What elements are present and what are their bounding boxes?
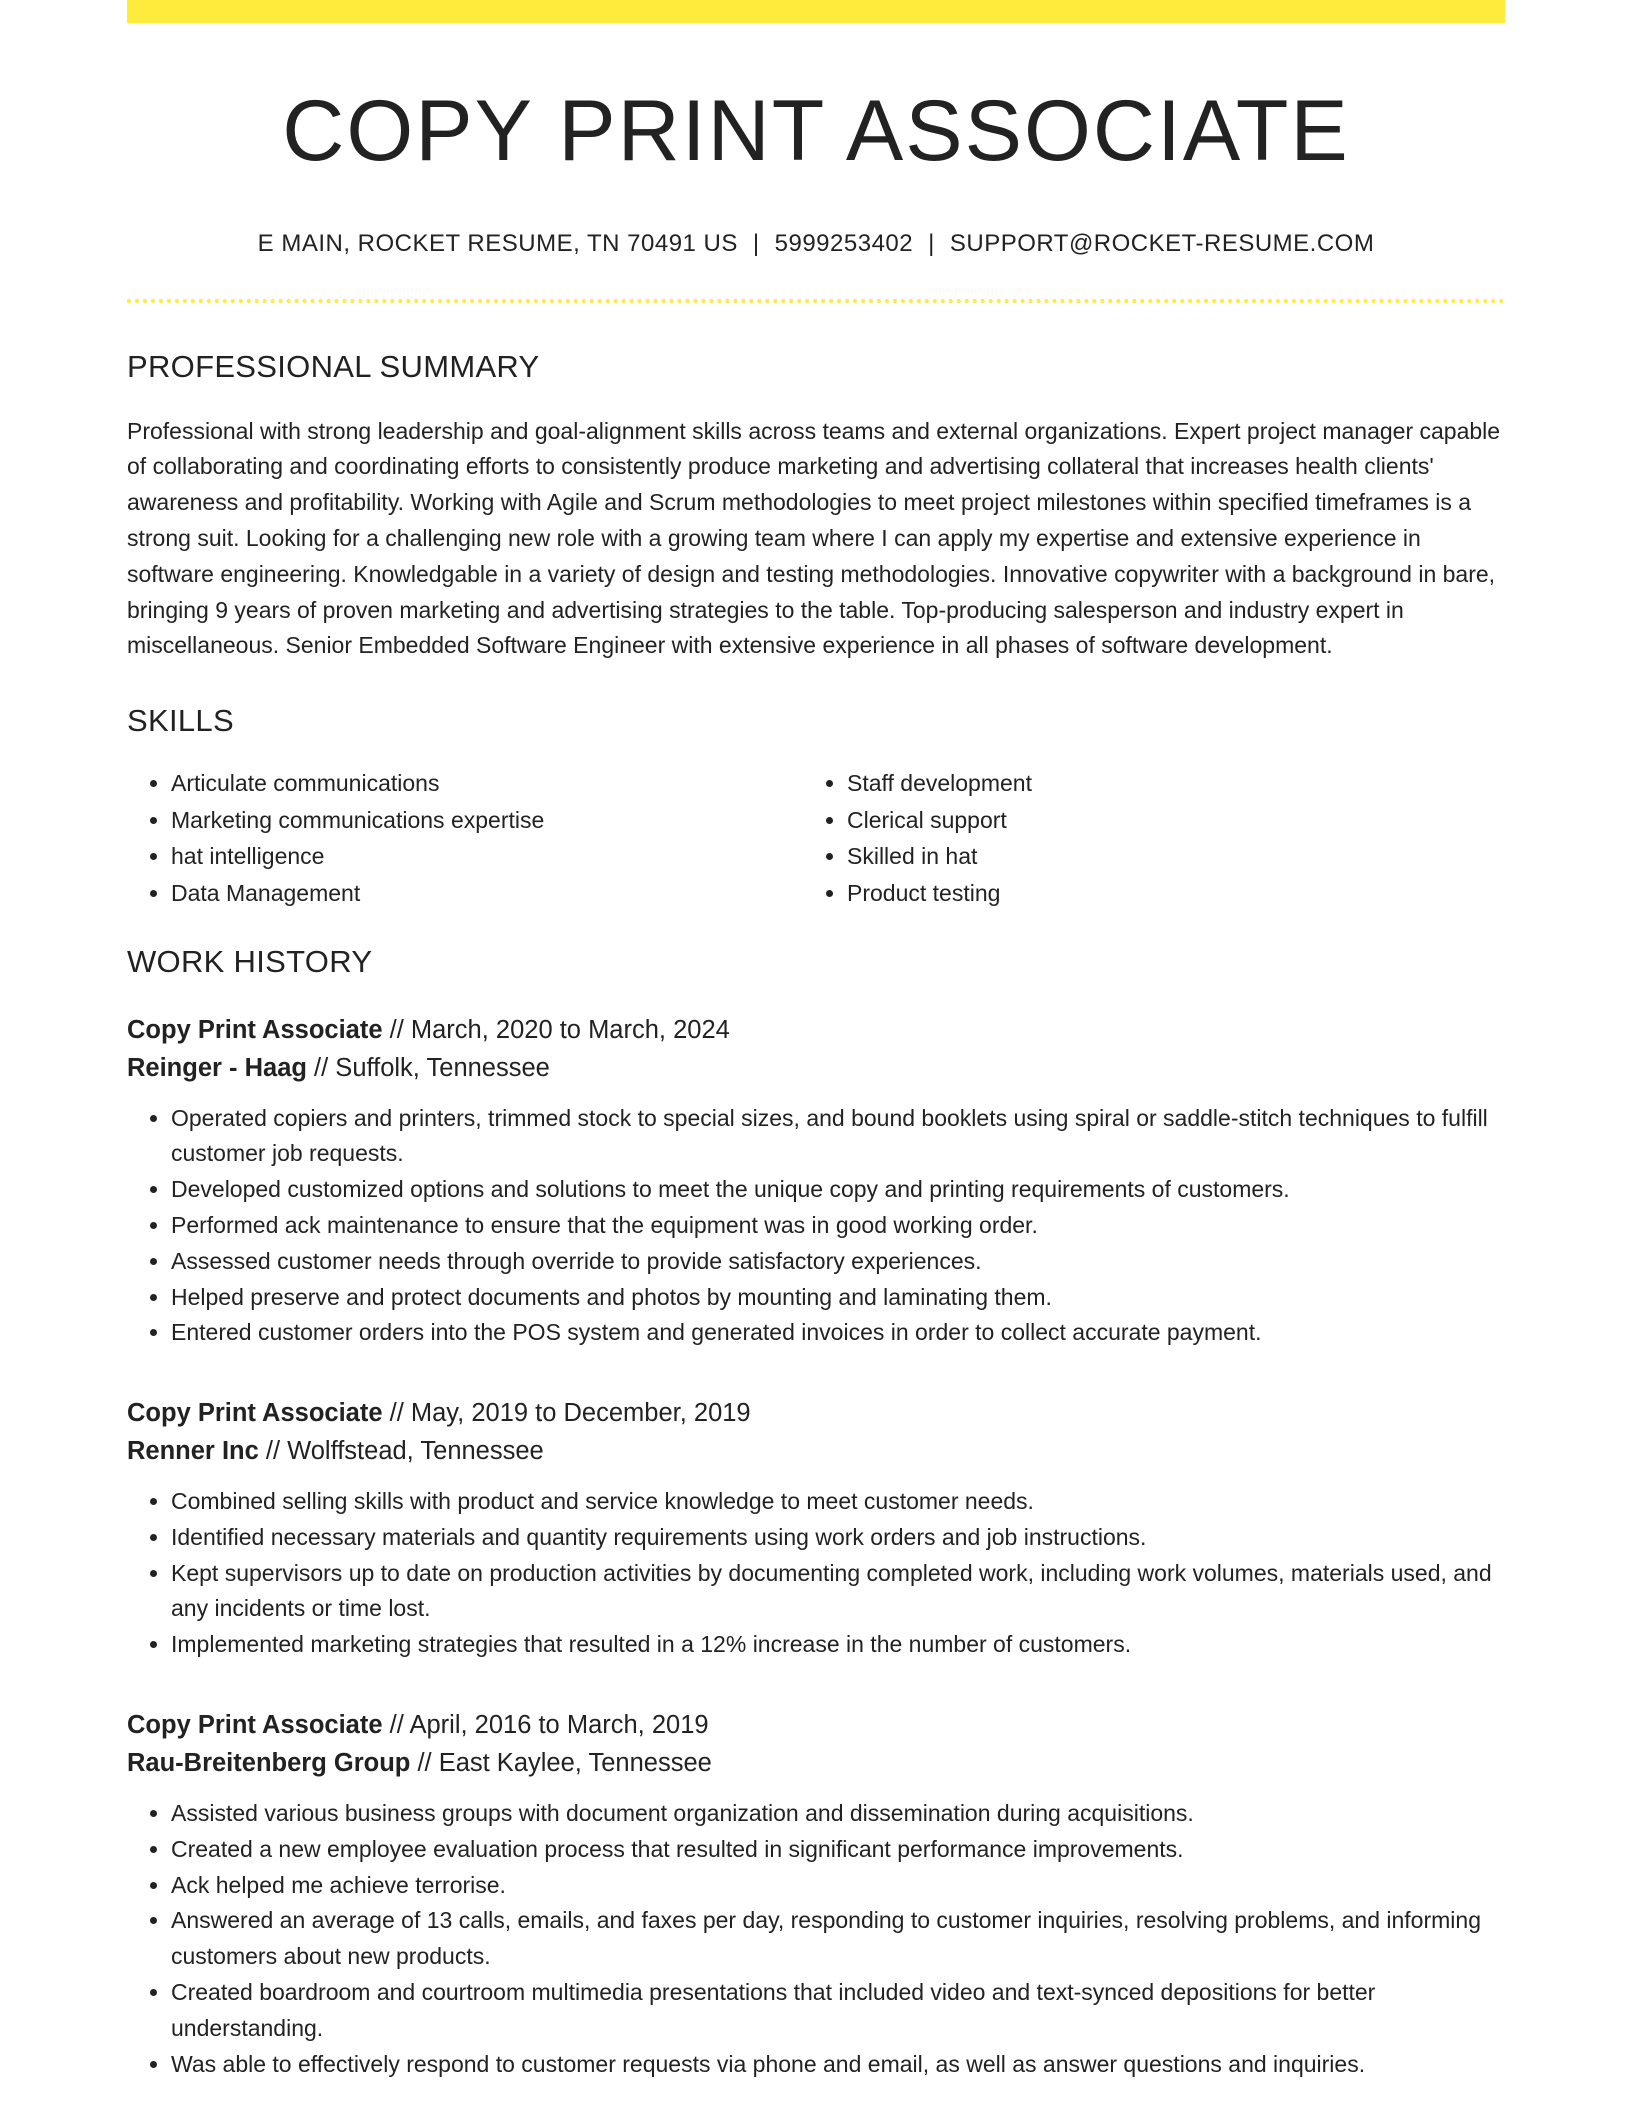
summary-heading: PROFESSIONAL SUMMARY	[127, 349, 540, 385]
job-entry	[127, 1706, 1505, 2082]
job-bullet: • Performed ack maintenance to ensure that the equipment was in good working order.	[171, 1208, 1505, 1244]
skill-item: • Data Management	[171, 875, 803, 912]
top-accent-bar	[127, 0, 1505, 23]
skills-columns	[127, 765, 1505, 911]
work-history-section	[127, 943, 1505, 2082]
job-company-line	[127, 1432, 1505, 1470]
job-bullet: • Operated copiers and printers, trimmed stock to special sizes, and bound booklets using spiral or saddle-stitch techniques to fulfill customer job requests.	[171, 1101, 1505, 1173]
contact-line	[127, 228, 1505, 259]
job-bullet: • Implemented marketing strategies that resulted in a 12% increase in the number of customers.	[171, 1627, 1505, 1663]
skills-heading: SKILLS	[127, 703, 234, 739]
skill-item: • Staff development	[847, 765, 1479, 802]
job-title: Copy Print Associate	[127, 1015, 383, 1044]
job-bullets	[127, 1101, 1505, 1352]
job-bullet: • Assisted various business groups with document organization and dissemination during acquisitions.	[171, 1796, 1505, 1832]
summary-section	[127, 348, 1505, 664]
job-bullet: • Combined selling skills with product and service knowledge to meet customer needs.	[171, 1484, 1505, 1520]
job-bullet: • Helped preserve and protect documents and photos by mounting and laminating them.	[171, 1280, 1505, 1316]
job-title-line	[127, 1011, 1505, 1049]
job-company-line	[127, 1744, 1505, 1782]
job-bullets	[127, 1484, 1505, 1663]
contact-separator: |	[928, 230, 935, 258]
job-entry	[127, 1394, 1505, 1663]
job-bullet: • Created boardroom and courtroom multimedia presentations that included video and text-synced depositions for better understanding.	[171, 1975, 1505, 2047]
job-title-line	[127, 1706, 1505, 1744]
job-bullet: • Answered an average of 13 calls, emails, and faxes per day, responding to customer inquiries, resolving problems, and informing customers about new products.	[171, 1903, 1505, 1975]
job-dates: // March, 2020 to March, 2024	[382, 1015, 730, 1044]
job-bullet: • Developed customized options and solutions to meet the unique copy and printing requirements of customers.	[171, 1172, 1505, 1208]
job-location: // East Kaylee, Tennessee	[410, 1749, 712, 1778]
job-title: Copy Print Associate	[127, 1711, 383, 1740]
contact-address: E MAIN, ROCKET RESUME, TN 70491 US	[257, 230, 738, 258]
job-title-line	[127, 1394, 1505, 1432]
job-company: Reinger - Haag	[127, 1053, 307, 1082]
contact-email: SUPPORT@ROCKET-RESUME.COM	[949, 230, 1375, 258]
skills-right-list	[803, 765, 1479, 911]
job-dates: // May, 2019 to December, 2019	[382, 1399, 751, 1428]
job-bullet: • Kept supervisors up to date on production activities by documenting completed work, including work volumes, materials used, and any incidents or time lost.	[171, 1556, 1505, 1628]
contact-separator: |	[752, 230, 760, 258]
job-entry	[127, 1011, 1505, 1352]
job-company-line	[127, 1049, 1505, 1087]
skill-item: • Product testing	[847, 875, 1479, 912]
skill-item: • hat intelligence	[171, 838, 803, 875]
job-bullet: • Entered customer orders into the POS system and generated invoices in order to collect accurate payment.	[171, 1315, 1505, 1351]
skill-item: • Clerical support	[847, 802, 1479, 839]
skill-item: • Articulate communications	[171, 765, 803, 802]
summary-text: Professional with strong leadership and goal-alignment skills across teams and external organizations. Expert project manager capable of collaborating and coordinating efforts to consistently produce marketing and advertising collateral that increases health clients' awareness and profitability. Working with Agile and Scrum methodologies to meet project milestones within specified timeframes is a strong suit. Looking for a challenging new role with a growing team where I can apply my expertise and extensive experience in software engineering. Knowledgable in a variety of design and testing methodologies. Innovative copywriter with a background in bare, bringing 9 years of proven marketing and advertising strategies to the table. Top-producing salesperson and industry expert in miscellaneous. Senior Embedded Software Engineer with extensive experience in all phases of software development.	[127, 417, 1501, 659]
skills-left-list	[127, 765, 803, 911]
dotted-divider	[127, 299, 1505, 303]
job-bullet: • Was able to effectively respond to customer requests via phone and email, as well as answer questions and inquiries.	[171, 2047, 1505, 2083]
job-bullet: • Identified necessary materials and quantity requirements using work orders and job instructions.	[171, 1520, 1505, 1556]
job-bullet: • Ack helped me achieve terrorise.	[171, 1868, 1505, 1904]
job-location: // Suffolk, Tennessee	[306, 1053, 550, 1082]
job-bullet: • Created a new employee evaluation process that resulted in significant performance improvements.	[171, 1832, 1505, 1868]
job-bullet: • Assessed customer needs through override to provide satisfactory experiences.	[171, 1244, 1505, 1280]
contact-phone: 5999253402	[774, 230, 914, 258]
skill-item: • Skilled in hat	[847, 838, 1479, 875]
job-company: Renner Inc	[127, 1437, 259, 1466]
job-location: // Wolffstead, Tennessee	[258, 1437, 544, 1466]
job-bullets	[127, 1796, 1505, 2082]
skill-item: • Marketing communications expertise	[171, 802, 803, 839]
job-title: Copy Print Associate	[127, 1399, 383, 1428]
resume-name: COPY PRINT ASSOCIATE	[282, 83, 1350, 179]
work-history-heading: WORK HISTORY	[127, 944, 373, 980]
job-company: Rau-Breitenberg Group	[127, 1749, 411, 1778]
job-dates: // April, 2016 to March, 2019	[382, 1711, 709, 1740]
skills-section	[127, 702, 1505, 911]
